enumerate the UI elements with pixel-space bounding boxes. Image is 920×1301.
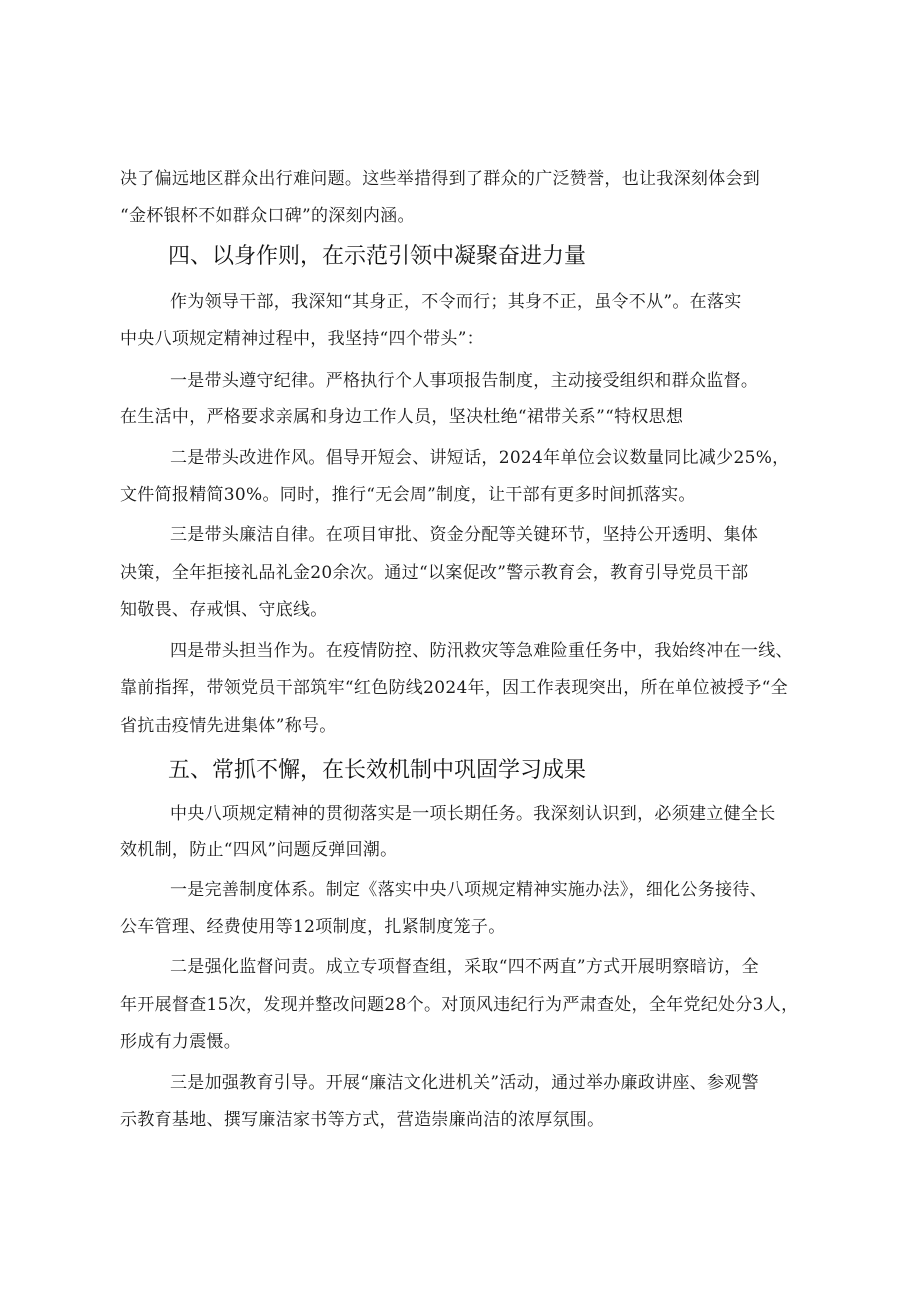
paragraph-line: 在生活中，严格要求亲属和身边工作人员，坚决杜绝“裙带关系”“特权思想 (120, 407, 684, 427)
paragraph-line: 文件简报精简30%。同时，推行“无会周”制度，让干部有更多时间抓落实。 (120, 485, 696, 505)
paragraph-line: 一是带头遵守纪律。严格执行个人事项报告制度，主动接受组织和群众监督。 (170, 371, 759, 391)
paragraph-line: 靠前指挥，带领党员干部筑牢“红色防线2024年，因工作表现突出，所在单位被授予“全 (120, 678, 788, 698)
paragraph-line: 中央八项规定精神过程中，我坚持“四个带头”： (120, 329, 484, 349)
paragraph-line: 四是带头担当作为。在疫情防控、防汛救灾等急难险重任务中，我始终冲在一线、 (170, 641, 793, 661)
paragraph-line: 中央八项规定精神的贯彻落实是一项长期任务。我深刻认识到，必须建立健全长 (170, 804, 776, 824)
paragraph-line: 决策，全年拒接礼品礼金20余次。通过“以案促改”警示教育会，教育引导党员干部 (120, 563, 749, 583)
paragraph-line: “金杯银杯不如群众口碑”的深刻内涵。 (120, 206, 415, 226)
paragraph-line: 公车管理、经费使用等12项制度，扎紧制度笼子。 (120, 917, 506, 937)
paragraph-line: 年开展督查15次，发现并整改问题28个。对顶风违纪行为严肃查处，全年党纪处分3人， (120, 995, 799, 1015)
paragraph-line: 三是带头廉洁自律。在项目审批、资金分配等关键环节，坚持公开透明、集体 (170, 525, 759, 545)
paragraph-line: 一是完善制度体系。制定《落实中央八项规定精神实施办法》，细化公务接待、 (170, 880, 767, 900)
section-heading-5: 五、常抓不懈，在长效机制中巩固学习成果 (168, 758, 587, 783)
paragraph-line: 二是强化监督问责。成立专项督查组，采取“四不两直”方式开展明察暗访，全 (170, 957, 759, 977)
paragraph-line: 三是加强教育引导。开展“廉洁文化进机关”活动，通过举办廉政讲座、参观警 (170, 1073, 759, 1093)
paragraph-line: 示教育基地、撰写廉洁家书等方式，营造崇廉尚洁的浓厚氛围。 (120, 1110, 605, 1130)
paragraph-line: 决了偏远地区群众出行难问题。这些举措得到了群众的广泛赞誉，也让我深刻体会到 (120, 169, 761, 189)
paragraph-line: 形成有力震慑。 (120, 1032, 242, 1052)
section-heading-4: 四、以身作则，在示范引领中凝聚奋进力量 (168, 244, 587, 269)
paragraph-line: 知敬畏、存戒惧、守底线。 (120, 600, 328, 620)
paragraph-line: 作为领导干部，我深知“其身正，不令而行；其身不正，虽令不从”。在落实 (170, 292, 742, 312)
paragraph-line: 省抗击疫情先进集体”称号。 (120, 716, 337, 736)
paragraph-line: 二是带头改进作风。倡导开短会、讲短话，2024年单位会议数量同比减少25%， (170, 448, 790, 468)
paragraph-line: 效机制，防止“四风”问题反弹回潮。 (120, 840, 398, 860)
